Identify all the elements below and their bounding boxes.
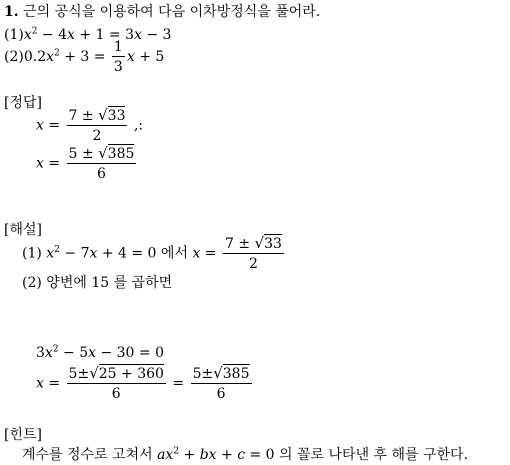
step1-fraction: $\frac{7 \pm √33}{2}$ <box>224 234 282 272</box>
equation-integer: $3x^2 - 5x - 30 = 0$ <box>36 344 164 361</box>
step2-label: (2) <box>22 275 42 291</box>
problem-text: 근의 공식을 이용하여 다음 이차방정식을 풀어라. <box>23 4 321 20</box>
solution-fraction-1: $\frac{5\pm√25 + 360}{6}$ <box>68 364 164 402</box>
hint-text: 계수를 정수로 고쳐서 $ax^2$ + bx + c = 0 의 꼴로 나타낸 후 해를 구한다. <box>22 446 469 463</box>
answer-1-fraction: $\frac{7 \pm √33}{2}$ <box>68 106 126 144</box>
item1-label: (1) <box>4 27 24 43</box>
answer-separator: ,: <box>133 117 144 134</box>
fraction-one-third: $\frac{1}{3}$ <box>113 39 123 75</box>
hint-text-b: 의 꼴로 나타낸 후 해를 구한다. <box>279 447 469 463</box>
step2-text: 양변에 15 를 곱하면 <box>46 275 173 291</box>
answer-2: x = $\frac{5 \pm √385}{6}$ <box>36 144 135 182</box>
solution-step-1: (1) $x^2 - 7x + 4 = 0$ 에서 x = $\frac{7 \pm √33}{2}$ <box>22 234 282 272</box>
hint-header: [힌트] <box>4 427 42 443</box>
answer-2-fraction: $\frac{5 \pm √385}{6}$ <box>68 144 135 182</box>
solution-header: [해설] <box>4 222 42 238</box>
problem-statement <box>4 5 320 19</box>
hint-text-a: 계수를 정수로 고쳐서 <box>22 447 153 463</box>
solution-step-2 <box>22 276 172 290</box>
answer-1: x = $\frac{7 \pm √33}{2}$ ,: <box>36 106 144 144</box>
solution-fraction-2: $\frac{5\pm√385}{6}$ <box>192 364 250 402</box>
problem-item-2: $(2)0.2x^2 + 3$ = $\frac{1}{3}$ x + 5 <box>4 39 165 75</box>
item2-label: (2) <box>4 49 24 65</box>
answer-header: [정답] <box>4 95 42 111</box>
problem-number: 1. <box>4 4 19 20</box>
problem-item-1: $(1)x^2 - 4x + 1 = 3x - 3$ <box>4 26 172 43</box>
equation-solution: x = $\frac{5\pm√25 + 360}{6}$ = $\frac{5\pm√385}{6}$ <box>36 364 250 402</box>
step1-text: 에서 <box>160 245 188 262</box>
step1-label: (1) <box>22 245 42 262</box>
